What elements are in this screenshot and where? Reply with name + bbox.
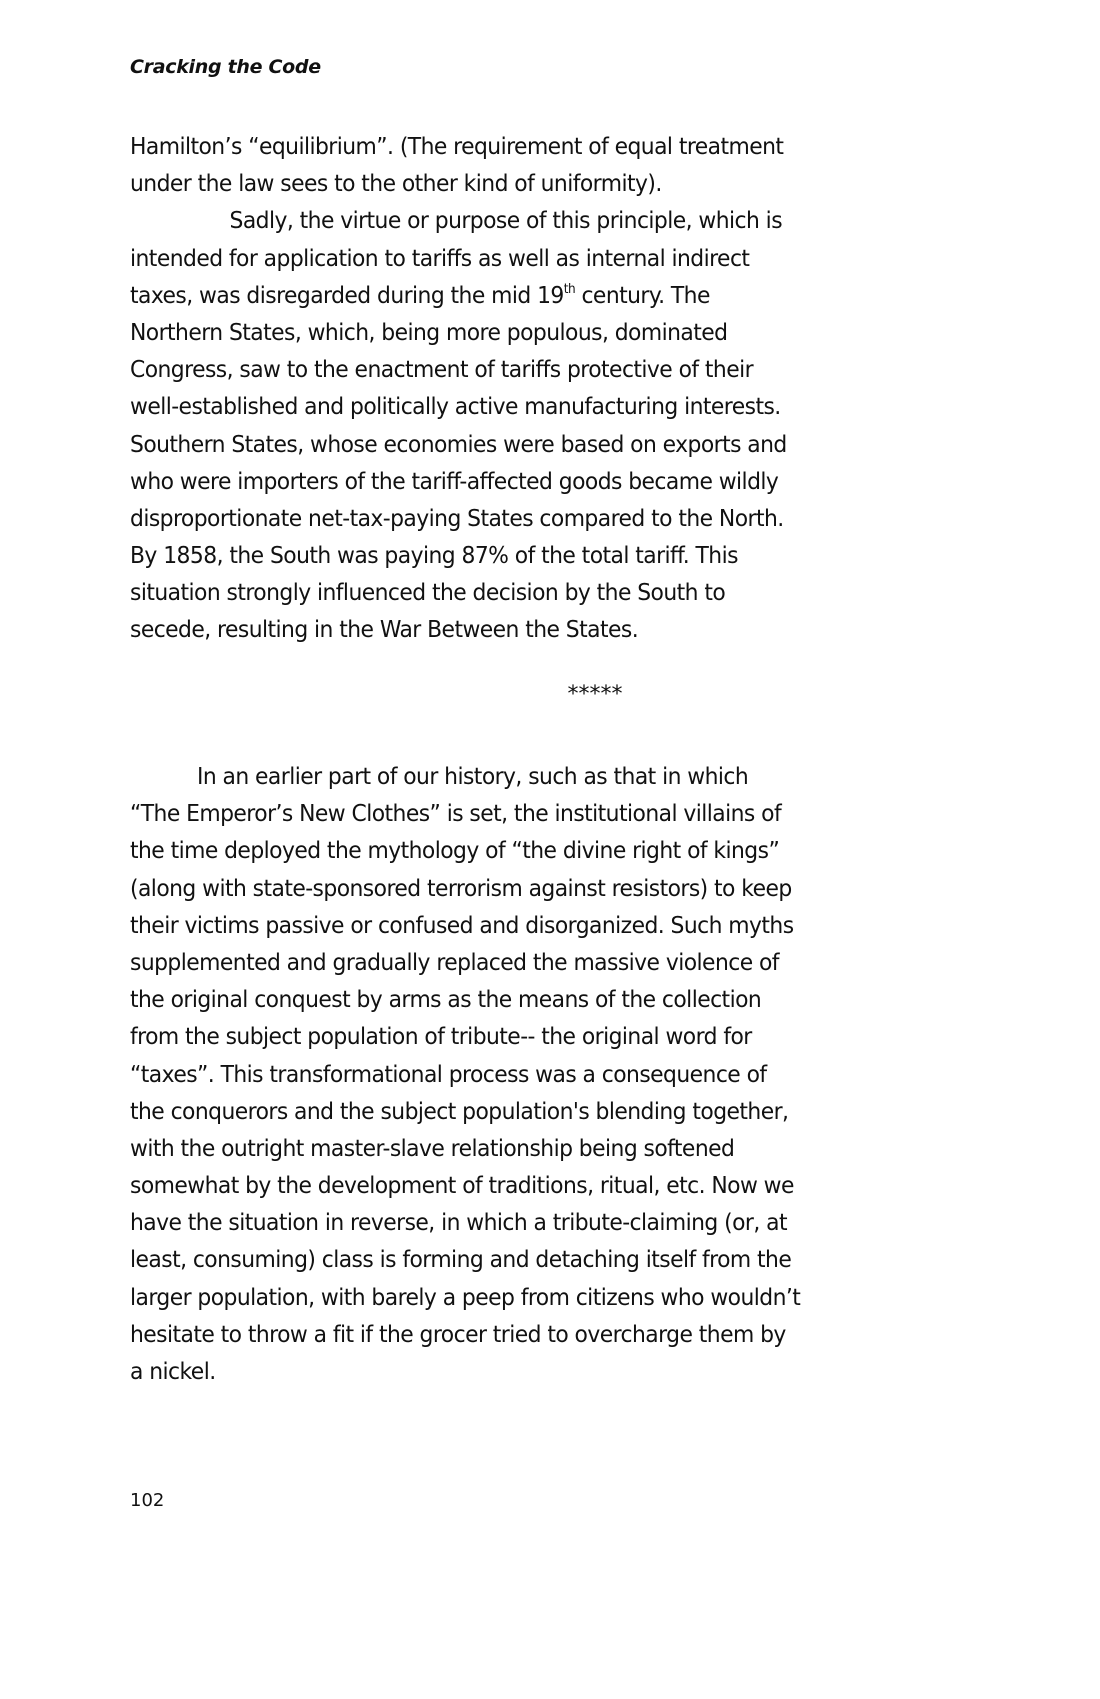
text-line: situation strongly influenced the decision by the South to	[130, 578, 726, 607]
text-line: In an earlier part of our history, such as that in which	[196, 762, 749, 790]
text-line: who were importers of the tariff-affected goods became wildly	[130, 466, 779, 495]
text-line: “The Emperor’s New Clothes” is set, the institutional villains of	[130, 799, 782, 828]
text-line: secede, resulting in the War Between the States.	[130, 615, 639, 644]
text-line: a nickel.	[130, 1357, 216, 1385]
running-header-title: Cracking the Code	[130, 56, 321, 78]
text-line: Congress, saw to the enactment of tariffs protective of their	[130, 355, 754, 384]
text-line: Southern States, whose economies were based on exports and	[130, 429, 787, 458]
text-line: supplemented and gradually replaced the massive violence of	[130, 947, 779, 976]
text-line: from the subject population of tribute-- the original word for	[130, 1022, 752, 1051]
text-line: By 1858, the South was paying 87% of the total tariff. This	[130, 541, 738, 570]
section-separator: *****	[567, 682, 623, 707]
text-line: with the outright master-slave relationship being softened	[130, 1133, 735, 1162]
text-line-with-superscript	[130, 277, 818, 314]
page-number: 102	[130, 1490, 165, 1511]
text-line: “taxes”. This transformational process was a consequence of	[130, 1059, 767, 1088]
text-line: Hamilton’s “equilibrium”. (The requirement of equal treatment	[130, 132, 784, 160]
text-line: larger population, with barely a peep from citizens who wouldn’t	[130, 1282, 801, 1311]
paragraph-section-2	[130, 758, 870, 1390]
text-line: Sadly, the virtue or purpose of this principle, which is	[229, 206, 783, 235]
text-fragment: century. The	[575, 280, 710, 309]
text-line: least, consuming) class is forming and detaching itself from the	[130, 1245, 792, 1274]
text-line: well-established and politically active manufacturing interests.	[130, 392, 781, 421]
text-line: under the law sees to the other kind of uniformity).	[130, 169, 662, 198]
text-fragment: taxes, was disregarded during the mid 19	[130, 280, 564, 309]
text-line: the time deployed the mythology of “the divine right of kings”	[130, 836, 780, 865]
text-line: hesitate to throw a fit if the grocer tried to overcharge them by	[130, 1319, 786, 1348]
text-line: Northern States, which, being more populous, dominated	[130, 317, 728, 346]
text-line: somewhat by the development of traditions, ritual, etc. Now we	[130, 1171, 794, 1200]
text-line: the conquerors and the subject population's blending together,	[130, 1096, 789, 1125]
text-line: have the situation in reverse, in which a tribute-claiming (or, at	[130, 1208, 787, 1237]
text-line: (along with state-sponsored terrorism against resistors) to keep	[130, 873, 792, 902]
text-line: their victims passive or confused and disorganized. Such myths	[130, 910, 794, 939]
text-line: the original conquest by arms as the means of the collection	[130, 985, 762, 1014]
ordinal-superscript: th	[563, 281, 576, 297]
text-line: disproportionate net-tax-paying States compared to the North.	[130, 503, 784, 532]
paragraph-section-1	[130, 128, 870, 649]
text-line: intended for application to tariffs as well as internal indirect	[130, 243, 750, 272]
